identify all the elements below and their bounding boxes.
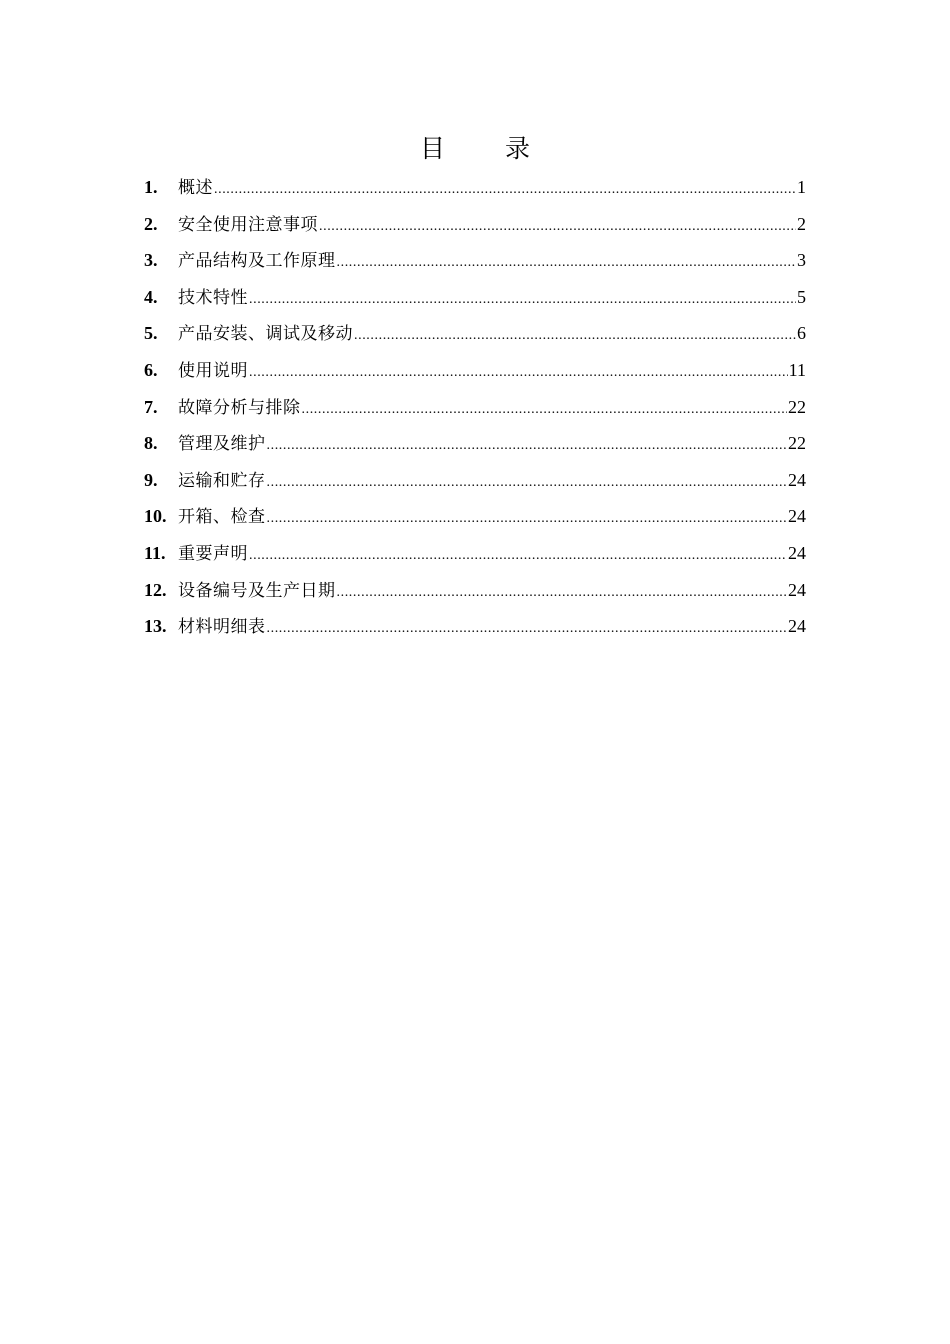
toc-entry[interactable]: [144, 572, 806, 609]
toc-entry-page: 6: [797, 323, 806, 344]
toc-dot-leader: [249, 282, 796, 318]
toc-entry-page: 24: [788, 579, 806, 600]
toc-entry-number: 13.: [144, 616, 167, 637]
toc-entry-title: 运输和贮存: [178, 470, 266, 491]
toc-dot-leader: [337, 245, 797, 281]
toc-entry-number: 3.: [144, 250, 158, 271]
toc-entry[interactable]: [144, 352, 806, 389]
toc-entry[interactable]: [144, 498, 806, 535]
toc-entry-page: 2: [797, 213, 806, 234]
toc-entry-title: 重要声明: [178, 543, 248, 564]
toc-entry-title: 设备编号及生产日期: [178, 580, 336, 601]
toc-entry[interactable]: [144, 535, 806, 572]
toc-dot-leader: [249, 355, 788, 391]
toc-entry-page: 3: [797, 250, 806, 271]
toc-entry-page: 22: [788, 396, 806, 417]
toc-entry[interactable]: [144, 206, 806, 243]
toc-list: [144, 169, 806, 645]
toc-entry[interactable]: [144, 279, 806, 316]
toc-dot-leader: [267, 611, 788, 647]
toc-entry-page: 24: [788, 506, 806, 527]
toc-entry-page: 5: [797, 286, 806, 307]
toc-entry-title: 开箱、检查: [178, 507, 266, 528]
toc-entry[interactable]: [144, 462, 806, 499]
toc-title: 目 录: [420, 134, 556, 163]
toc-entry-number: 6.: [144, 359, 158, 380]
toc-entry-number: 4.: [144, 286, 158, 307]
toc-entry-number: 12.: [144, 579, 167, 600]
toc-dot-leader: [319, 209, 796, 245]
toc-entry-number: 2.: [144, 213, 158, 234]
toc-dot-leader: [267, 428, 788, 464]
toc-dot-leader: [267, 501, 788, 537]
toc-entry-page: 11: [788, 359, 806, 380]
toc-entry-title: 安全使用注意事项: [178, 214, 318, 235]
toc-entry-number: 10.: [144, 506, 167, 527]
toc-entry-title: 材料明细表: [178, 617, 266, 638]
toc-entry-title: 产品结构及工作原理: [178, 251, 336, 272]
toc-entry-number: 5.: [144, 323, 158, 344]
toc-entry-number: 7.: [144, 396, 158, 417]
toc-dot-leader: [302, 392, 788, 428]
toc-dot-leader: [354, 318, 796, 354]
toc-entry[interactable]: [144, 608, 806, 645]
toc-entry[interactable]: [144, 425, 806, 462]
toc-entry[interactable]: [144, 315, 806, 352]
toc-entry-title: 故障分析与排除: [178, 397, 301, 418]
toc-dot-leader: [267, 465, 788, 501]
toc-entry-number: 8.: [144, 433, 158, 454]
toc-entry-title: 产品安装、调试及移动: [178, 324, 353, 345]
toc-entry-title: 使用说明: [178, 360, 248, 381]
toc-entry-page: 1: [797, 177, 806, 197]
toc-dot-leader: [214, 172, 796, 208]
toc-entry-title: 管理及维护: [178, 434, 266, 455]
toc-entry-page: 24: [788, 542, 806, 563]
toc-entry-number: 11.: [144, 542, 166, 563]
toc-entry-page: 24: [788, 469, 806, 490]
toc-dot-leader: [337, 575, 788, 611]
toc-entry-number: 1.: [144, 177, 158, 197]
toc-entry[interactable]: [144, 242, 806, 279]
toc-entry[interactable]: [144, 389, 806, 426]
toc-entry-number: 9.: [144, 469, 158, 490]
toc-entry-title: 技术特性: [178, 287, 248, 308]
toc-dot-leader: [249, 538, 787, 574]
toc-entry[interactable]: [144, 169, 806, 206]
toc-entry-page: 24: [788, 616, 806, 637]
toc-entry-page: 22: [788, 433, 806, 454]
toc-entry-title: 概述: [178, 178, 213, 198]
